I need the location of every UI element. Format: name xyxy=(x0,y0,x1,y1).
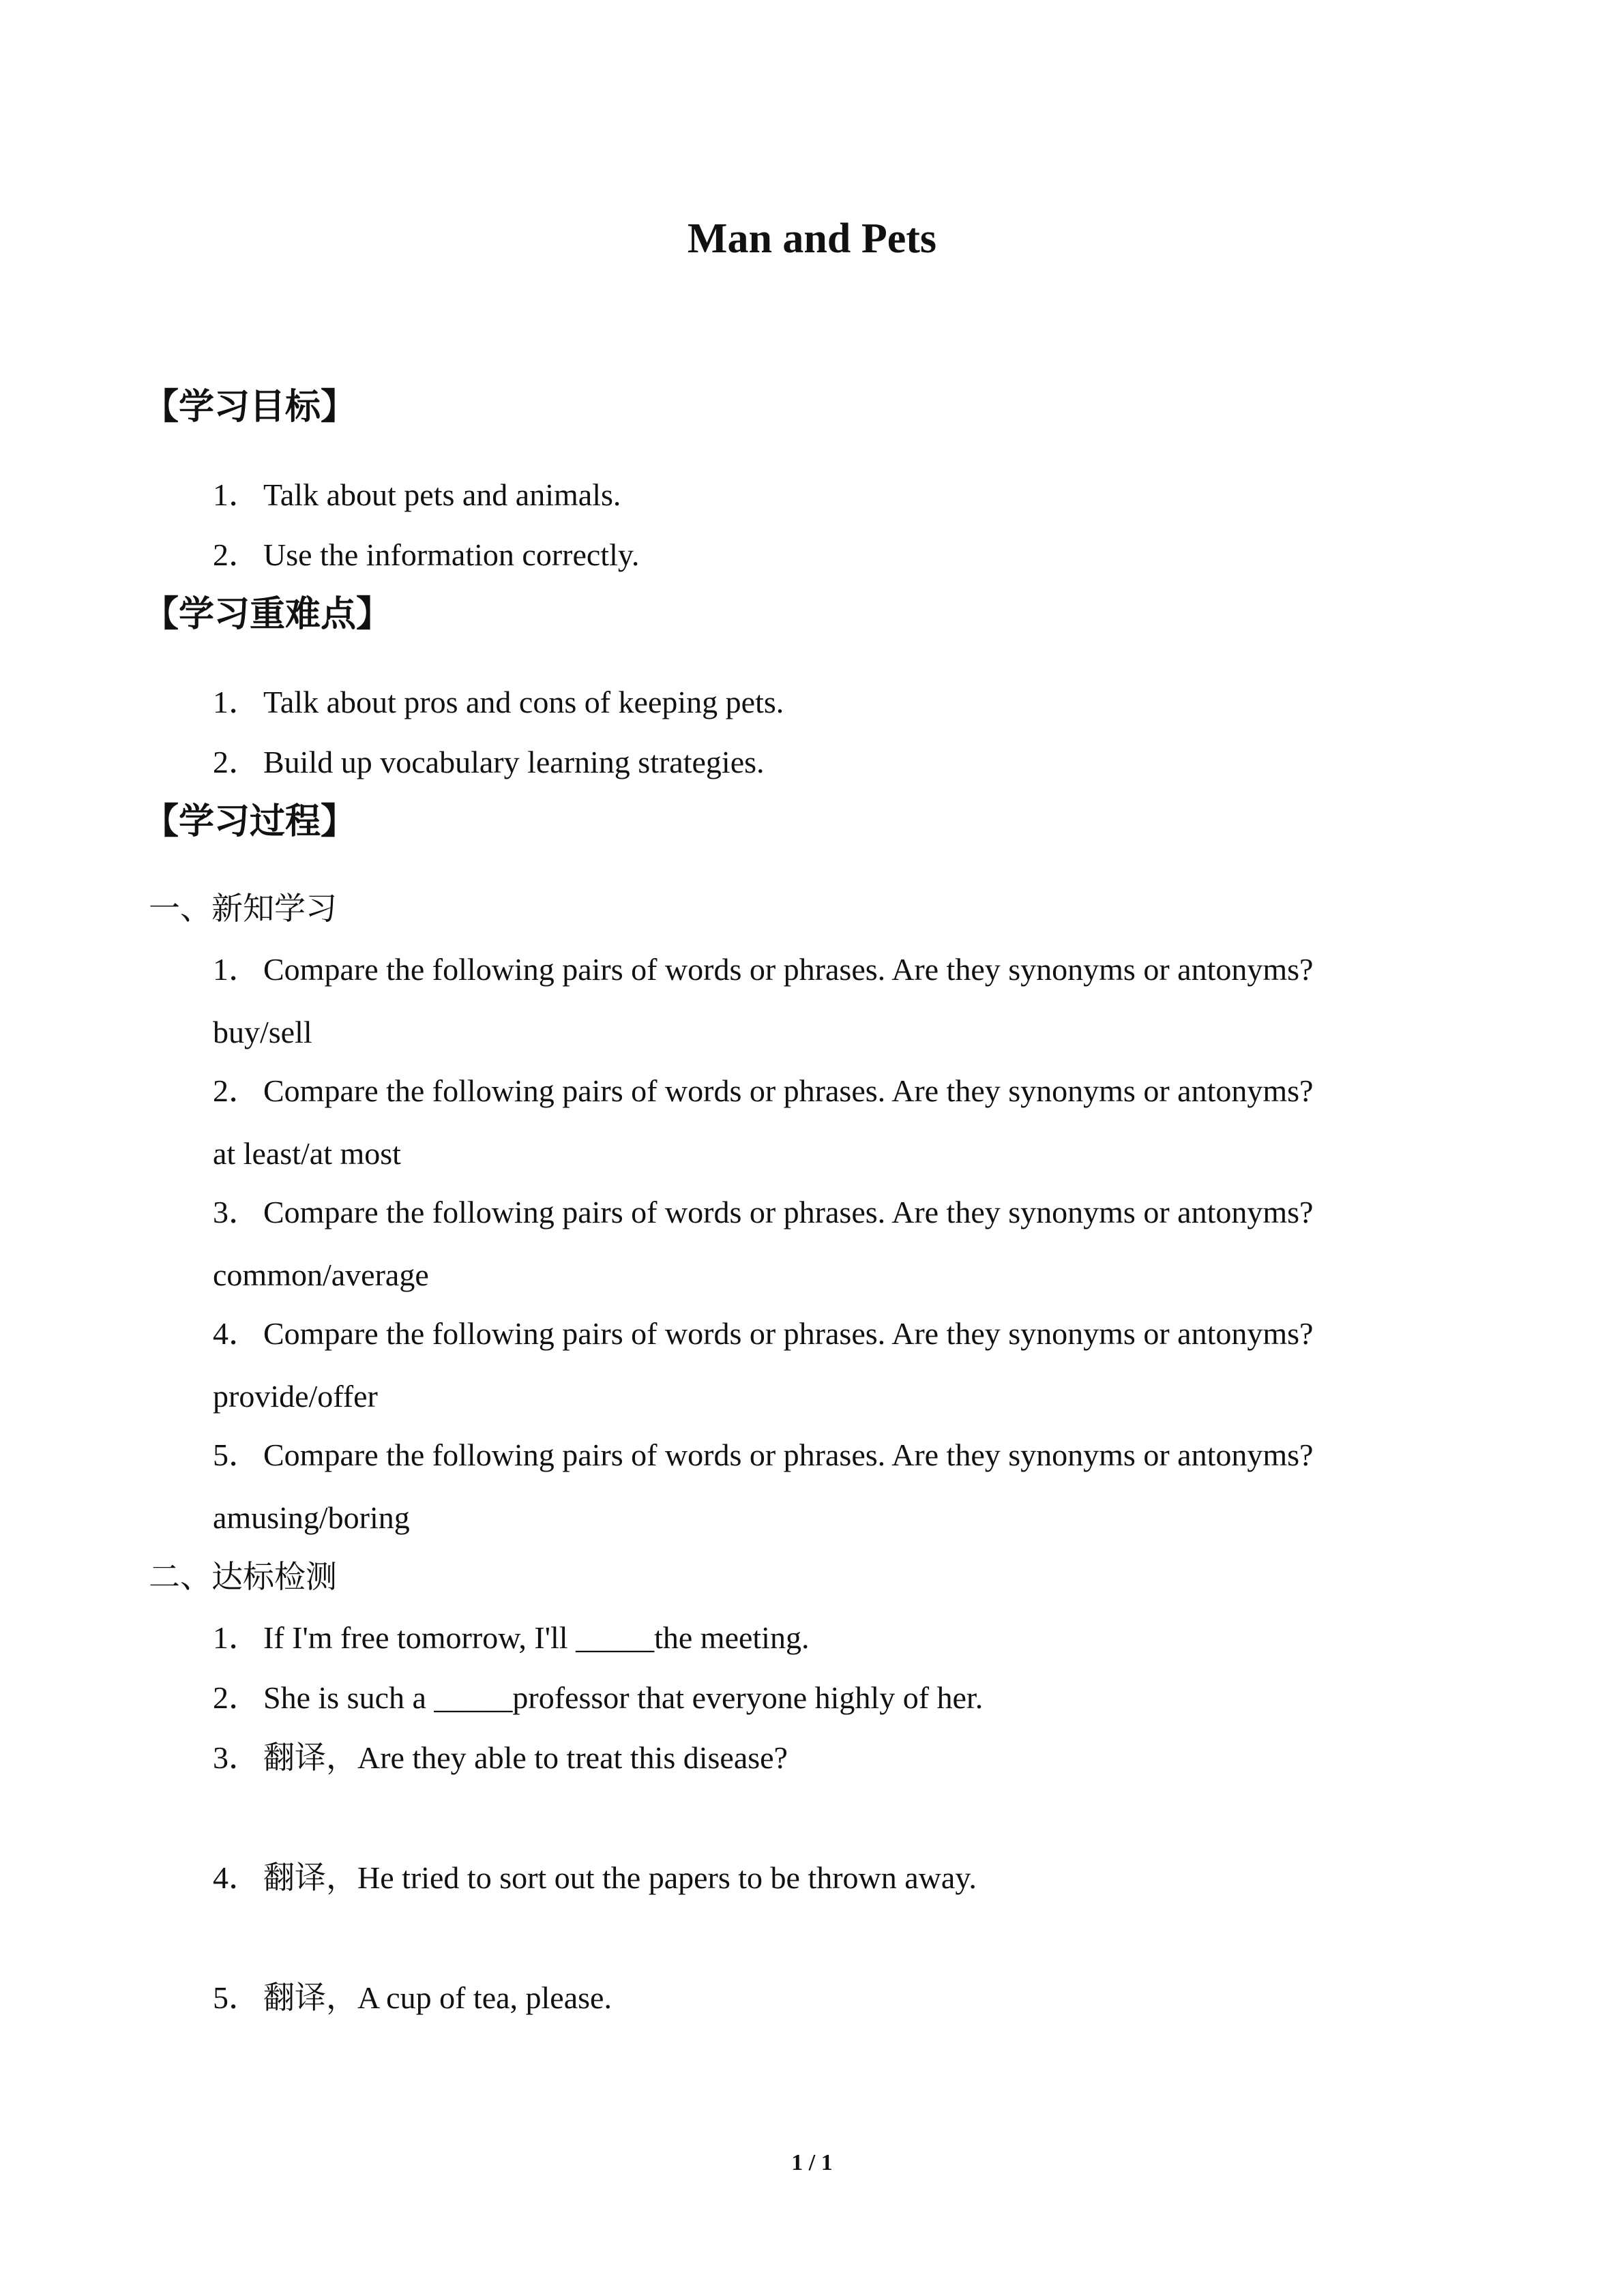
list-item xyxy=(213,1617,809,1658)
page-title: Man and Pets xyxy=(687,215,937,262)
item-number: 1． xyxy=(213,952,260,987)
section-heading-goals: 【学习目标】 xyxy=(143,387,357,428)
item-number: 2． xyxy=(213,745,260,779)
list-item xyxy=(213,949,1313,990)
answer-text: at least/at most xyxy=(213,1136,401,1171)
item-text: Use the information correctly. xyxy=(263,537,640,572)
list-item xyxy=(213,1313,1313,1354)
item-text: She is such a _____professor that everyone highly of her. xyxy=(263,1680,984,1715)
item-number: 1． xyxy=(213,477,260,512)
list-item xyxy=(213,475,621,516)
item-text: Talk about pros and cons of keeping pets. xyxy=(263,685,784,719)
list-item xyxy=(213,1738,788,1778)
item-text: Compare the following pairs of words or phrases. Are they synonyms or antonyms? xyxy=(263,1437,1314,1472)
item-number: 2． xyxy=(213,537,260,572)
item-number: 5． xyxy=(213,1980,260,2015)
part-label-assessment: 二、达标检测 xyxy=(149,1558,337,1595)
answer-text: common/average xyxy=(213,1257,429,1292)
item-text: 翻译，He tried to sort out the papers to be thrown away. xyxy=(263,1860,977,1895)
item-text: Build up vocabulary learning strategies. xyxy=(263,745,765,779)
list-item xyxy=(213,1858,977,1898)
answer-text: buy/sell xyxy=(213,1015,312,1049)
item-number: 3． xyxy=(213,1195,260,1229)
list-item xyxy=(213,1435,1313,1476)
item-number: 4． xyxy=(213,1860,260,1895)
item-text: 翻译，Are they able to treat this disease? xyxy=(263,1740,788,1775)
item-number: 2． xyxy=(213,1073,260,1108)
list-item xyxy=(213,1678,983,1718)
section-heading-key-points: 【学习重难点】 xyxy=(143,594,392,635)
list-item xyxy=(213,682,784,723)
list-item xyxy=(213,535,639,576)
item-number: 5． xyxy=(213,1437,260,1472)
item-text: Compare the following pairs of words or phrases. Are they synonyms or antonyms? xyxy=(263,1195,1314,1229)
item-text: Compare the following pairs of words or phrases. Are they synonyms or antonyms? xyxy=(263,1316,1314,1351)
item-text: If I'm free tomorrow, I'll _____the meeting. xyxy=(263,1620,810,1655)
list-item xyxy=(213,1192,1313,1233)
item-number: 2． xyxy=(213,1680,260,1715)
list-item xyxy=(213,1071,1313,1112)
item-text: Compare the following pairs of words or phrases. Are they synonyms or antonyms? xyxy=(263,1073,1314,1108)
section-heading-process: 【学习过程】 xyxy=(143,801,357,842)
item-number: 1． xyxy=(213,1620,260,1655)
list-item xyxy=(213,742,765,783)
item-number: 1． xyxy=(213,685,260,719)
page-number: 1 / 1 xyxy=(791,2150,833,2175)
answer-text: amusing/boring xyxy=(213,1500,410,1535)
item-number: 4． xyxy=(213,1316,260,1351)
item-text: Compare the following pairs of words or phrases. Are they synonyms or antonyms? xyxy=(263,952,1314,987)
list-item xyxy=(213,1978,612,2018)
item-text: Talk about pets and animals. xyxy=(263,477,621,512)
answer-text: provide/offer xyxy=(213,1379,378,1414)
item-text: 翻译，A cup of tea, please. xyxy=(263,1980,612,2015)
part-label-new-knowledge: 一、新知学习 xyxy=(149,890,337,927)
item-number: 3． xyxy=(213,1740,260,1775)
